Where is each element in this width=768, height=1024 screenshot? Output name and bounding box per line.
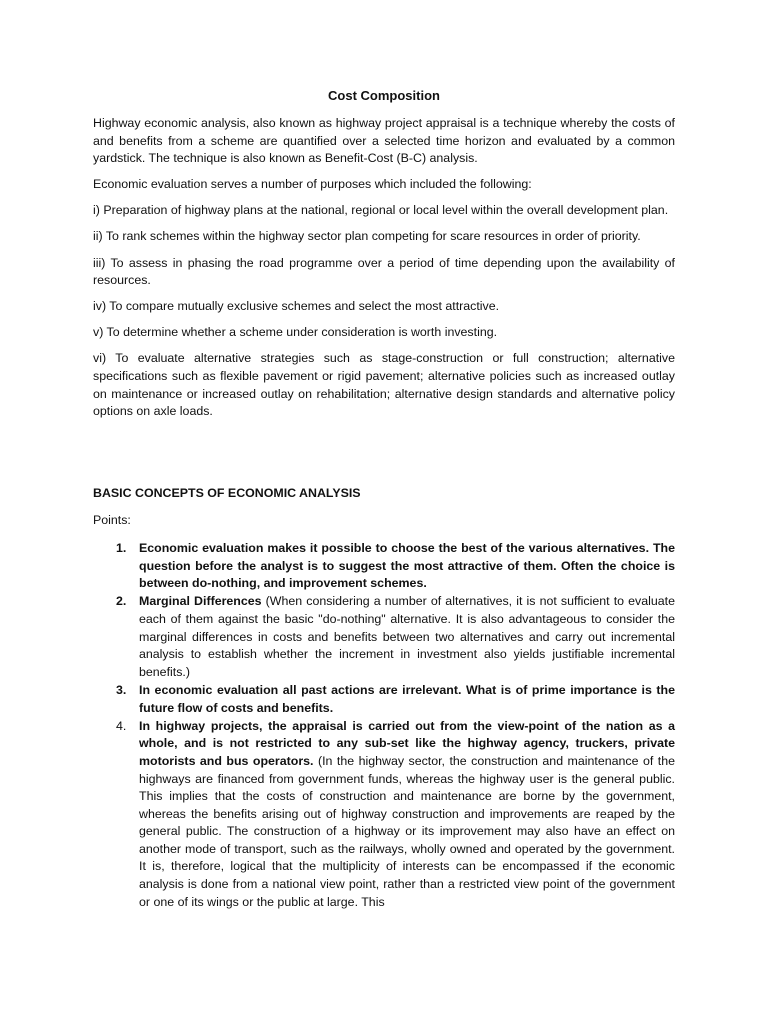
list-item-text: (In the highway sector, the construction and maintenance of the highways are financed from government funds, whereas the highway user is the general public. This implies that the costs of construction and maintenance are borne by the government, whereas the benefits arising out of highway construction and improvements are reaped by the general public. The construction of a highway or its improvement may also have an effect on another mode of transport, such as the railways, wholly owned and operated by the government. It is, therefore, logical that the multiplicity of interests can be encompassed if the economic analysis is done from a national view point, rather than a restricted view point of the government or one of its wings or the public at large. This: [139, 753, 675, 909]
purposes-lead-paragraph: Economic evaluation serves a number of purposes which included the following:: [93, 177, 532, 192]
list-item-bold-text: Marginal Differences: [139, 594, 262, 609]
section-heading: BASIC CONCEPTS OF ECONOMIC ANALYSIS: [93, 486, 361, 500]
list-item: [93, 718, 675, 912]
list-item-bold-text: Economic evaluation makes it possible to choose the best of the various alternatives. The question before the analyst is to suggest the most attractive of them. Often the choice is between do-nothing, and improvement schemes.: [139, 541, 675, 591]
purpose-item-iii: iii) To assess in phasing the road programme over a period of time depending upon the availability of resources.: [93, 255, 675, 288]
purpose-item-i: i) Preparation of highway plans at the national, regional or local level within the overall development plan.: [93, 203, 669, 218]
points-label: Points:: [93, 513, 131, 527]
list-item: [93, 540, 675, 593]
page-title: Cost Composition: [328, 88, 440, 103]
purpose-item-v: v) To determine whether a scheme under consideration is worth investing.: [93, 325, 498, 340]
purpose-item-vi: vi) To evaluate alternative strategies such as stage-construction or full construction; alternative specifications such as flexible pavement or rigid pavement; alternative policies such as increased outlay on maintenance or increased outlay on rehabilitation; alternative design standards and alternative policy options on axle loads.: [93, 351, 675, 419]
list-item: [93, 682, 675, 717]
list-item-number: 4.: [116, 718, 127, 733]
purpose-item-iv: iv) To compare mutually exclusive schemes and select the most attractive.: [93, 299, 500, 314]
points-list: [93, 540, 675, 912]
list-item-bold-text: In economic evaluation all past actions are irrelevant. What is of prime importance is the future flow of costs and benefits.: [139, 682, 675, 715]
purpose-item-ii: ii) To rank schemes within the highway sector plan competing for scare resources in order of priority.: [93, 229, 641, 244]
list-item: [93, 593, 675, 681]
list-item-number: 3.: [116, 682, 127, 697]
list-item-text: (When considering a number of alternatives, it is not sufficient to evaluate each of them against the basic "do-nothing" alternative. It is also advantageous to consider the marginal differences in costs and benefits between two alternatives and carry out incremental analysis to establish whether the increment in investment also yields justifiable incremental benefits.): [139, 594, 675, 679]
intro-paragraph: Highway economic analysis, also known as highway project appraisal is a technique whereby the costs of and benefits from a scheme are quantified over a selected time horizon and evaluated by a common yardstick. The technique is also known as Benefit-Cost (B-C) analysis.: [93, 116, 675, 166]
list-item-number: 2.: [116, 594, 127, 609]
list-item-bold-text: In highway projects, the appraisal is carried out from the view-point of the nation as a whole, and is not restricted to any sub-set like the highway agency, truckers, private motorists and bus operators.: [139, 718, 675, 768]
intro-section: [93, 115, 675, 429]
list-item-number: 1.: [116, 541, 127, 555]
